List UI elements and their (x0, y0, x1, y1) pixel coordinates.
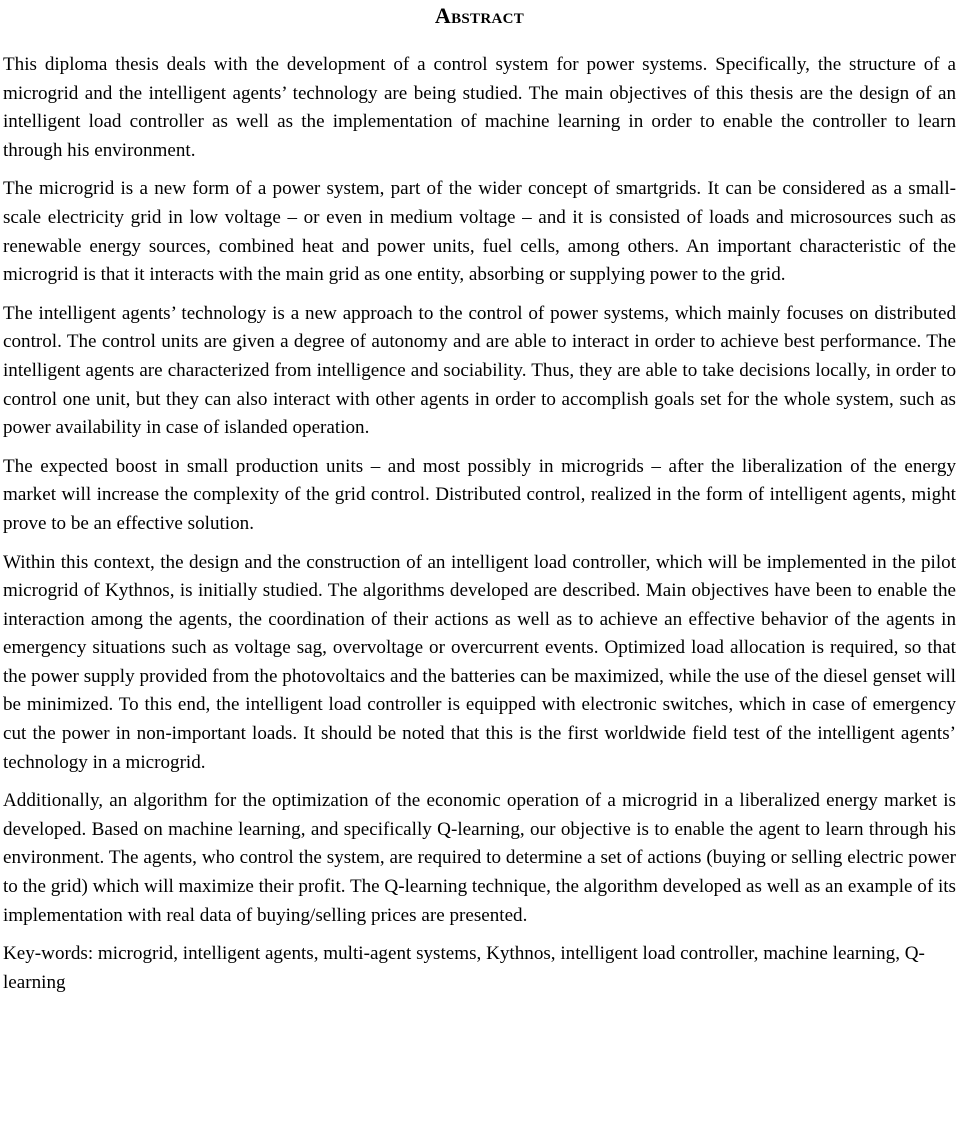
paragraph-microgrid: The microgrid is a new form of a power system, part of the wider concept of smartgrids. It can be considered as a small-scale electricity grid in low voltage – or even in medium voltage – and it is consisted of loads and microsources such as renewable energy sources, combined heat and power units, fuel cells, among others. An important characteristic of the microgrid is that it interacts with the main grid as one entity, absorbing or supplying power to the grid. (3, 178, 956, 286)
paragraph-load-controller: Within this context, the design and the construction of an intelligent load controller, which will be implemented in the pilot microgrid of Kythnos, is initially studied. The algorithms developed are described. Main objectives have been to enable the interaction among the agents, the coordination of their actions as well as to achieve an effective behavior of the agents in emergency situations such as voltage sag, overvoltage or overcurrent events. Optimized load allocation is required, so that the power supply provided from the photovoltaics and the batteries can be maximized, while the use of the diesel genset will be minimized. To this end, the intelligent load controller is equipped with electronic switches, which in case of emergency cut the power in non-important loads. It should be noted that this is the first worldwide field test of the intelligent agents’ technology in a microgrid. (3, 551, 956, 773)
keywords-line: Key-words: microgrid, intelligent agents, multi-agent systems, Kythnos, intelligent load controller, machine learning, Q-learning (3, 943, 925, 993)
paragraph-q-learning: Additionally, an algorithm for the optimization of the economic operation of a microgrid in a liberalized energy market is developed. Based on machine learning, and specifically Q-learning, our objective is to enable the agent to learn through his environment. The agents, who control the system, are required to determine a set of actions (buying or selling electric power to the grid) which will maximize their profit. The Q-learning technique, the algorithm developed as well as an example of its implementation with real data of buying/selling prices are presented. (3, 790, 956, 926)
paragraph-intelligent-agents: The intelligent agents’ technology is a new approach to the control of power systems, which mainly focuses on distributed control. The control units are given a degree of autonomy and are able to interact in order to achieve best performance. The intelligent agents are characterized from intelligence and sociability. Thus, they are able to take decisions locally, in order to control one unit, but they can also interact with other agents in order to accomplish goals set for the whole system, such as power availability in case of islanded operation. (3, 302, 956, 439)
paragraph-expected-boost: The expected boost in small production units – and most possibly in microgrids – after the liberalization of the energy market will increase the complexity of the grid control. Distributed control, realized in the form of intelligent agents, might prove to be an effective solution. (3, 455, 956, 534)
paragraph-intro: This diploma thesis deals with the development of a control system for power systems. Specifically, the structure of a microgrid and the intelligent agents’ technology are being studied. The main objectives of this thesis are the design of an intelligent load controller as well as the implementation of machine learning in order to enable the controller to learn through his environment. (3, 54, 956, 161)
document-page (3, 0, 956, 997)
abstract-title: Abstract (434, 3, 525, 28)
